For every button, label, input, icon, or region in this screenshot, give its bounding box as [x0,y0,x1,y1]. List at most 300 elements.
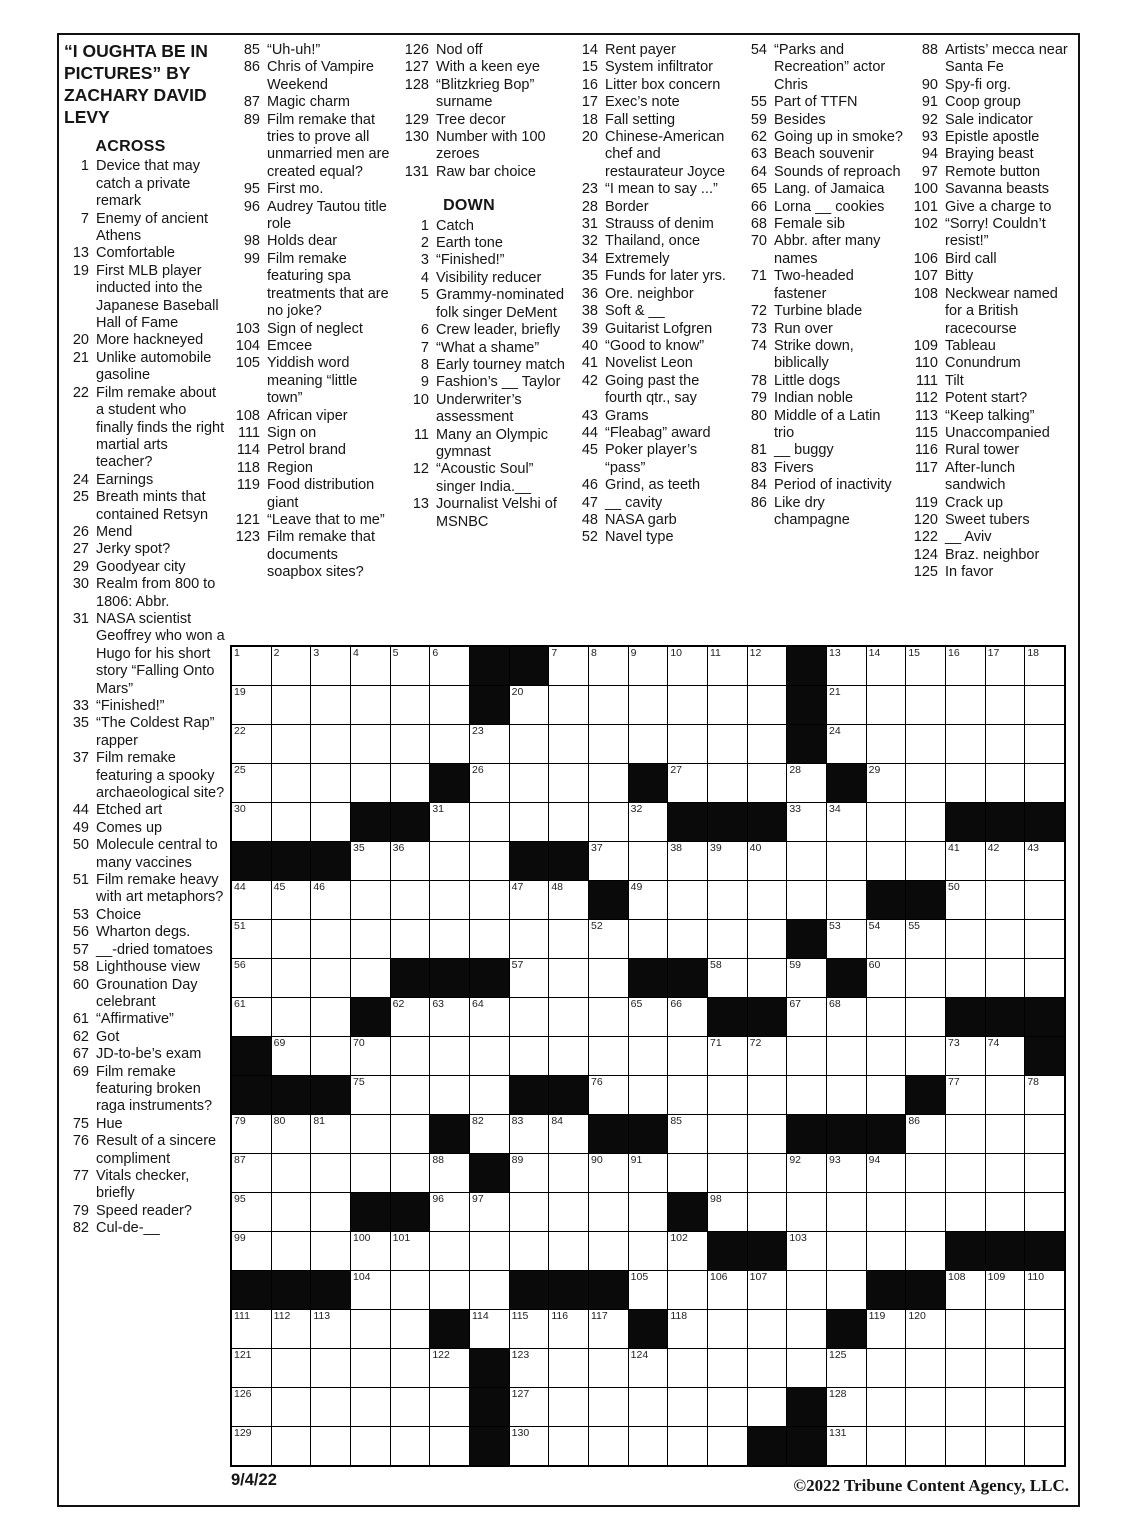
grid-cell[interactable] [748,1349,787,1387]
grid-cell[interactable] [906,764,945,802]
grid-cell[interactable] [470,1076,509,1114]
grid-cell[interactable] [549,764,588,802]
grid-cell[interactable] [668,920,707,958]
grid-cell[interactable] [946,1193,985,1231]
grid-cell[interactable] [946,881,985,919]
grid-cell[interactable] [232,686,271,724]
grid-cell[interactable] [1025,1076,1064,1114]
grid-cell[interactable] [906,1115,945,1153]
grid-cell[interactable] [232,1349,271,1387]
grid-cell[interactable] [272,1115,311,1153]
grid-cell[interactable] [986,1388,1025,1426]
grid-cell[interactable] [867,920,906,958]
grid-cell[interactable] [1025,1388,1064,1426]
grid-cell[interactable] [430,1154,469,1192]
grid-cell[interactable] [470,1037,509,1075]
grid-cell[interactable] [748,1076,787,1114]
grid-cell[interactable] [549,881,588,919]
grid-cell[interactable] [827,1388,866,1426]
grid-cell[interactable] [787,998,826,1036]
grid-cell[interactable] [391,764,430,802]
grid-cell[interactable] [867,959,906,997]
grid-cell[interactable] [827,1427,866,1465]
grid-cell[interactable] [1025,686,1064,724]
grid-cell[interactable] [668,1154,707,1192]
grid-cell[interactable] [470,1193,509,1231]
grid-cell[interactable] [232,920,271,958]
grid-cell[interactable] [351,1271,390,1309]
grid-cell[interactable] [787,1349,826,1387]
grid-cell[interactable] [391,1037,430,1075]
grid-cell[interactable] [867,647,906,685]
grid-cell[interactable] [311,1154,350,1192]
grid-cell[interactable] [272,1349,311,1387]
grid-cell[interactable] [867,686,906,724]
grid-cell[interactable] [986,1076,1025,1114]
grid-cell[interactable] [549,1154,588,1192]
grid-cell[interactable] [708,1388,747,1426]
grid-cell[interactable] [867,1310,906,1348]
grid-cell[interactable] [311,1115,350,1153]
grid-cell[interactable] [311,1193,350,1231]
grid-cell[interactable] [708,686,747,724]
grid-cell[interactable] [232,725,271,763]
grid-cell[interactable] [668,1388,707,1426]
grid-cell[interactable] [430,1037,469,1075]
grid-cell[interactable] [946,1427,985,1465]
grid-cell[interactable] [510,1154,549,1192]
grid-cell[interactable] [351,764,390,802]
grid-cell[interactable] [391,1349,430,1387]
grid-cell[interactable] [986,1154,1025,1192]
grid-cell[interactable] [787,842,826,880]
grid-cell[interactable] [708,1193,747,1231]
grid-cell[interactable] [311,647,350,685]
grid-cell[interactable] [510,686,549,724]
grid-cell[interactable] [668,1115,707,1153]
grid-cell[interactable] [906,803,945,841]
grid-cell[interactable] [311,1232,350,1270]
grid-cell[interactable] [986,1193,1025,1231]
grid-cell[interactable] [272,959,311,997]
grid-cell[interactable] [1025,725,1064,763]
grid-cell[interactable] [272,725,311,763]
grid-cell[interactable] [906,959,945,997]
grid-cell[interactable] [946,1154,985,1192]
grid-cell[interactable] [430,1427,469,1465]
grid-cell[interactable] [549,1388,588,1426]
grid-cell[interactable] [391,725,430,763]
grid-cell[interactable] [510,1037,549,1075]
grid-cell[interactable] [748,1388,787,1426]
grid-cell[interactable] [668,1427,707,1465]
grid-cell[interactable] [1025,881,1064,919]
grid-cell[interactable] [232,1154,271,1192]
grid-cell[interactable] [787,1154,826,1192]
grid-cell[interactable] [589,764,628,802]
grid-cell[interactable] [391,1427,430,1465]
grid-cell[interactable] [272,1154,311,1192]
grid-cell[interactable] [827,920,866,958]
grid-cell[interactable] [906,1154,945,1192]
grid-cell[interactable] [470,1271,509,1309]
grid-cell[interactable] [232,803,271,841]
grid-cell[interactable] [391,686,430,724]
grid-cell[interactable] [391,881,430,919]
grid-cell[interactable] [867,1232,906,1270]
grid-cell[interactable] [668,764,707,802]
grid-cell[interactable] [827,686,866,724]
grid-cell[interactable] [232,998,271,1036]
grid-cell[interactable] [510,881,549,919]
grid-cell[interactable] [311,764,350,802]
grid-cell[interactable] [787,959,826,997]
grid-cell[interactable] [351,1154,390,1192]
grid-cell[interactable] [549,1232,588,1270]
grid-cell[interactable] [470,725,509,763]
grid-cell[interactable] [708,1154,747,1192]
grid-cell[interactable] [1025,959,1064,997]
grid-cell[interactable] [708,1349,747,1387]
grid-cell[interactable] [351,959,390,997]
grid-cell[interactable] [232,1193,271,1231]
grid-cell[interactable] [986,881,1025,919]
grid-cell[interactable] [351,920,390,958]
grid-cell[interactable] [589,1076,628,1114]
grid-cell[interactable] [986,725,1025,763]
grid-cell[interactable] [629,1388,668,1426]
grid-cell[interactable] [351,1388,390,1426]
grid-cell[interactable] [272,1232,311,1270]
grid-cell[interactable] [351,1310,390,1348]
grid-cell[interactable] [232,1232,271,1270]
grid-cell[interactable] [549,1349,588,1387]
grid-cell[interactable] [986,842,1025,880]
grid-cell[interactable] [827,1037,866,1075]
grid-cell[interactable] [272,1427,311,1465]
grid-cell[interactable] [272,920,311,958]
grid-cell[interactable] [867,998,906,1036]
grid-cell[interactable] [391,920,430,958]
grid-cell[interactable] [589,1154,628,1192]
grid-cell[interactable] [748,725,787,763]
grid-cell[interactable] [549,920,588,958]
grid-cell[interactable] [351,1232,390,1270]
grid-cell[interactable] [272,1310,311,1348]
grid-cell[interactable] [668,725,707,763]
grid-cell[interactable] [668,1037,707,1075]
grid-cell[interactable] [589,1232,628,1270]
grid-cell[interactable] [430,647,469,685]
grid-cell[interactable] [430,1076,469,1114]
grid-cell[interactable] [748,764,787,802]
grid-cell[interactable] [272,647,311,685]
grid-cell[interactable] [906,1232,945,1270]
grid-cell[interactable] [629,1037,668,1075]
grid-cell[interactable] [311,1349,350,1387]
grid-cell[interactable] [510,1427,549,1465]
grid-cell[interactable] [589,1388,628,1426]
grid-cell[interactable] [232,881,271,919]
grid-cell[interactable] [629,686,668,724]
grid-cell[interactable] [906,1388,945,1426]
grid-cell[interactable] [668,1076,707,1114]
grid-cell[interactable] [430,920,469,958]
grid-cell[interactable] [311,725,350,763]
grid-cell[interactable] [1025,1427,1064,1465]
grid-cell[interactable] [708,1076,747,1114]
grid-cell[interactable] [272,998,311,1036]
grid-cell[interactable] [867,1076,906,1114]
grid-cell[interactable] [946,842,985,880]
grid-cell[interactable] [629,881,668,919]
grid-cell[interactable] [787,1037,826,1075]
grid-cell[interactable] [946,647,985,685]
grid-cell[interactable] [668,686,707,724]
grid-cell[interactable] [311,998,350,1036]
grid-cell[interactable] [470,842,509,880]
grid-cell[interactable] [906,1037,945,1075]
grid-cell[interactable] [311,1310,350,1348]
grid-cell[interactable] [430,1349,469,1387]
grid-cell[interactable] [946,1271,985,1309]
grid-cell[interactable] [391,1310,430,1348]
grid-cell[interactable] [272,881,311,919]
grid-cell[interactable] [827,998,866,1036]
grid-cell[interactable] [1025,1193,1064,1231]
grid-cell[interactable] [589,725,628,763]
grid-cell[interactable] [232,647,271,685]
grid-cell[interactable] [629,1193,668,1231]
grid-cell[interactable] [351,1349,390,1387]
grid-cell[interactable] [946,686,985,724]
grid-cell[interactable] [470,1310,509,1348]
grid-cell[interactable] [946,1310,985,1348]
grid-cell[interactable] [629,1232,668,1270]
grid-cell[interactable] [430,725,469,763]
grid-cell[interactable] [629,842,668,880]
grid-cell[interactable] [430,998,469,1036]
grid-cell[interactable] [430,1193,469,1231]
grid-cell[interactable] [708,1037,747,1075]
grid-cell[interactable] [549,1193,588,1231]
grid-cell[interactable] [827,647,866,685]
grid-cell[interactable] [986,1310,1025,1348]
grid-cell[interactable] [430,1388,469,1426]
grid-cell[interactable] [510,998,549,1036]
grid-cell[interactable] [510,764,549,802]
grid-cell[interactable] [232,764,271,802]
grid-cell[interactable] [549,686,588,724]
grid-cell[interactable] [906,725,945,763]
grid-cell[interactable] [430,842,469,880]
grid-cell[interactable] [629,803,668,841]
grid-cell[interactable] [906,1193,945,1231]
grid-cell[interactable] [748,920,787,958]
grid-cell[interactable] [906,998,945,1036]
grid-cell[interactable] [1025,1154,1064,1192]
grid-cell[interactable] [311,1427,350,1465]
grid-cell[interactable] [946,1076,985,1114]
grid-cell[interactable] [391,1115,430,1153]
grid-cell[interactable] [668,881,707,919]
grid-cell[interactable] [589,803,628,841]
grid-cell[interactable] [708,920,747,958]
grid-cell[interactable] [351,1037,390,1075]
grid-cell[interactable] [272,686,311,724]
grid-cell[interactable] [1025,1271,1064,1309]
grid-cell[interactable] [510,920,549,958]
grid-cell[interactable] [351,881,390,919]
grid-cell[interactable] [629,1271,668,1309]
grid-cell[interactable] [867,764,906,802]
grid-cell[interactable] [867,1154,906,1192]
grid-cell[interactable] [668,1271,707,1309]
grid-cell[interactable] [549,1310,588,1348]
grid-cell[interactable] [272,1193,311,1231]
grid-cell[interactable] [629,1154,668,1192]
grid-cell[interactable] [311,803,350,841]
grid-cell[interactable] [430,881,469,919]
grid-cell[interactable] [708,764,747,802]
grid-cell[interactable] [986,1037,1025,1075]
grid-cell[interactable] [351,1115,390,1153]
grid-cell[interactable] [470,803,509,841]
grid-cell[interactable] [589,1427,628,1465]
grid-cell[interactable] [787,1076,826,1114]
grid-cell[interactable] [589,1349,628,1387]
grid-cell[interactable] [549,1037,588,1075]
grid-cell[interactable] [748,686,787,724]
grid-cell[interactable] [708,842,747,880]
grid-cell[interactable] [589,1037,628,1075]
grid-cell[interactable] [272,803,311,841]
grid-cell[interactable] [351,686,390,724]
grid-cell[interactable] [986,959,1025,997]
grid-cell[interactable] [946,1037,985,1075]
grid-cell[interactable] [510,1310,549,1348]
grid-cell[interactable] [748,1154,787,1192]
grid-cell[interactable] [391,647,430,685]
grid-cell[interactable] [351,1076,390,1114]
grid-cell[interactable] [787,881,826,919]
grid-cell[interactable] [946,920,985,958]
grid-cell[interactable] [1025,764,1064,802]
grid-cell[interactable] [827,725,866,763]
grid-cell[interactable] [867,1037,906,1075]
grid-cell[interactable] [748,647,787,685]
grid-cell[interactable] [827,1349,866,1387]
grid-cell[interactable] [708,1310,747,1348]
grid-cell[interactable] [311,920,350,958]
grid-cell[interactable] [510,1193,549,1231]
grid-cell[interactable] [827,842,866,880]
grid-cell[interactable] [311,1037,350,1075]
grid-cell[interactable] [391,842,430,880]
grid-cell[interactable] [272,764,311,802]
grid-cell[interactable] [549,998,588,1036]
grid-cell[interactable] [668,842,707,880]
grid-cell[interactable] [629,725,668,763]
grid-cell[interactable] [787,803,826,841]
grid-cell[interactable] [867,803,906,841]
grid-cell[interactable] [311,686,350,724]
grid-cell[interactable] [946,1349,985,1387]
grid-cell[interactable] [311,881,350,919]
grid-cell[interactable] [986,686,1025,724]
grid-cell[interactable] [589,959,628,997]
grid-cell[interactable] [787,1271,826,1309]
grid-cell[interactable] [867,1193,906,1231]
grid-cell[interactable] [708,1115,747,1153]
grid-cell[interactable] [906,647,945,685]
grid-cell[interactable] [708,725,747,763]
grid-cell[interactable] [827,1076,866,1114]
grid-cell[interactable] [668,1310,707,1348]
grid-cell[interactable] [232,1388,271,1426]
grid-cell[interactable] [986,647,1025,685]
grid-cell[interactable] [827,1271,866,1309]
grid-cell[interactable] [986,920,1025,958]
grid-cell[interactable] [946,1115,985,1153]
grid-cell[interactable] [589,920,628,958]
grid-cell[interactable] [232,1427,271,1465]
grid-cell[interactable] [430,686,469,724]
grid-cell[interactable] [748,1193,787,1231]
grid-cell[interactable] [629,920,668,958]
grid-cell[interactable] [510,959,549,997]
grid-cell[interactable] [708,647,747,685]
grid-cell[interactable] [748,959,787,997]
grid-cell[interactable] [391,1388,430,1426]
grid-cell[interactable] [708,881,747,919]
grid-cell[interactable] [351,1427,390,1465]
grid-cell[interactable] [430,1271,469,1309]
grid-cell[interactable] [549,647,588,685]
grid-cell[interactable] [748,881,787,919]
grid-cell[interactable] [946,764,985,802]
grid-cell[interactable] [668,1232,707,1270]
grid-cell[interactable] [311,959,350,997]
grid-cell[interactable] [986,1115,1025,1153]
grid-cell[interactable] [867,725,906,763]
grid-cell[interactable] [748,842,787,880]
grid-cell[interactable] [906,842,945,880]
grid-cell[interactable] [589,1193,628,1231]
grid-cell[interactable] [589,686,628,724]
grid-cell[interactable] [787,1232,826,1270]
grid-cell[interactable] [272,1037,311,1075]
grid-cell[interactable] [351,725,390,763]
grid-cell[interactable] [510,1115,549,1153]
grid-cell[interactable] [1025,920,1064,958]
grid-cell[interactable] [549,725,588,763]
grid-cell[interactable] [906,1349,945,1387]
grid-cell[interactable] [510,1388,549,1426]
grid-cell[interactable] [946,959,985,997]
grid-cell[interactable] [867,1349,906,1387]
grid-cell[interactable] [1025,1349,1064,1387]
grid-cell[interactable] [867,842,906,880]
grid-cell[interactable] [827,1193,866,1231]
grid-cell[interactable] [629,647,668,685]
grid-cell[interactable] [470,1115,509,1153]
grid-cell[interactable] [549,959,588,997]
grid-cell[interactable] [549,1115,588,1153]
grid-cell[interactable] [867,1388,906,1426]
grid-cell[interactable] [1025,1115,1064,1153]
grid-cell[interactable] [748,1037,787,1075]
